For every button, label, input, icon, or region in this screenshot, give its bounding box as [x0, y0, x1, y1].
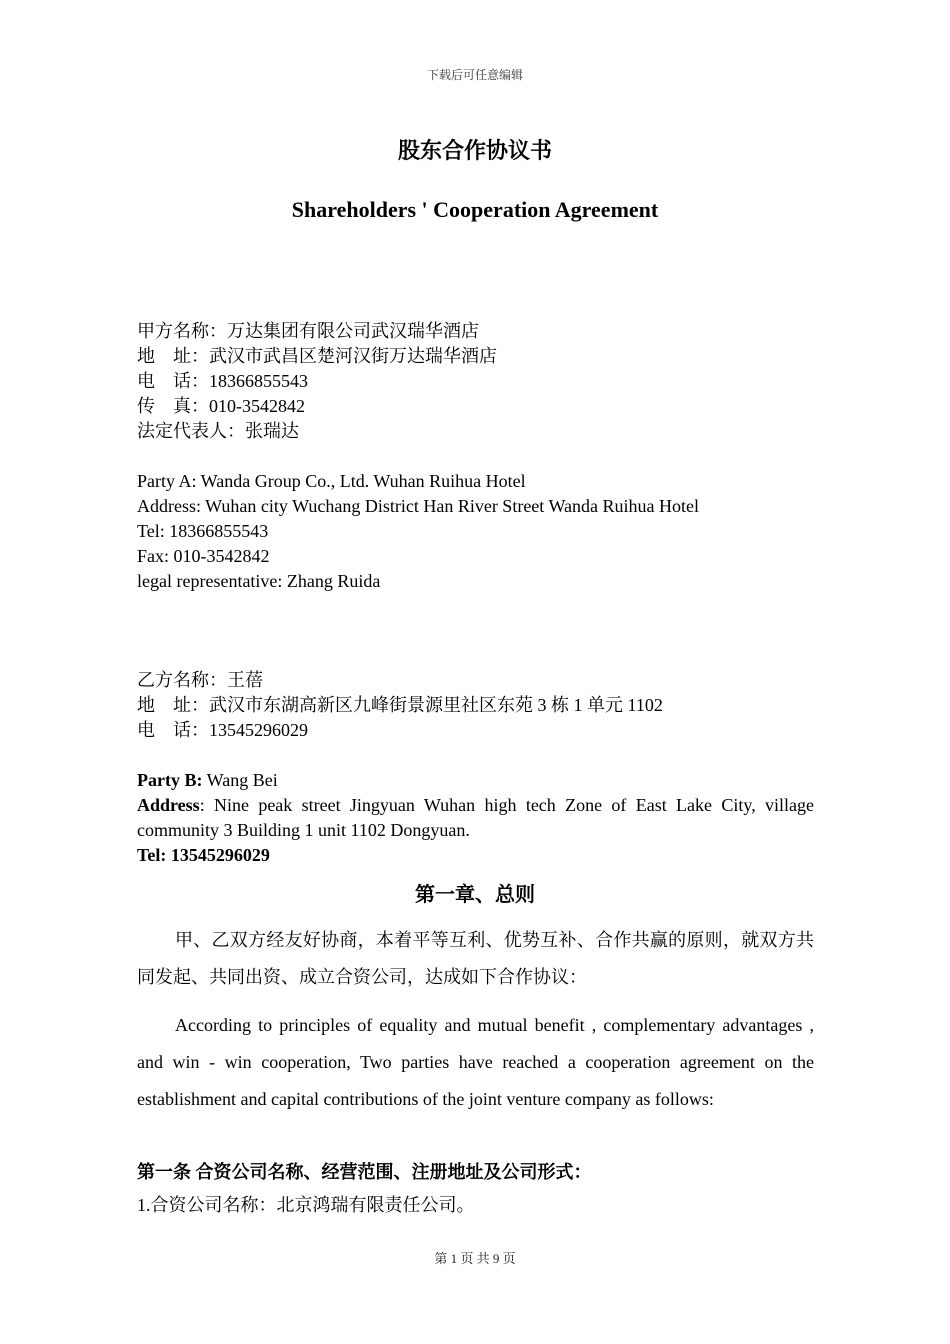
party-a-name-cn: 甲方名称：万达集团有限公司武汉瑞华酒店	[137, 321, 479, 341]
header-note: 下载后可任意编辑	[426, 68, 523, 82]
party-b-name-cn: 乙方名称：王蓓	[137, 670, 263, 690]
article-item-1: 1.合资公司名称：北京鸿瑞有限责任公司。	[137, 1195, 475, 1215]
article-title: 第一条 合资公司名称、经营范围、注册地址及公司形式：	[137, 1162, 592, 1182]
party-b-name-en	[137, 768, 278, 793]
chapter-title: 第一章、总则	[415, 884, 535, 906]
title-english: Shareholders ' Cooperation Agreement	[291, 197, 659, 222]
party-b-address-label: Address	[137, 795, 200, 815]
party-a-name-en: Party A: Wanda Group Co., Ltd. Wuhan Ruihua Hotel	[137, 471, 526, 491]
party-a-address-cn: 地 址：武汉市武昌区楚河汉街万达瑞华酒店	[137, 346, 497, 366]
party-a-fax-en: Fax: 010-3542842	[137, 546, 270, 566]
title-chinese: 股东合作协议书	[397, 138, 552, 163]
party-a-tel-en: Tel: 18366855543	[137, 521, 269, 541]
party-a-tel-cn: 电 话：18366855543	[137, 371, 308, 391]
intro-paragraph-cn: 甲、乙双方经友好协商，本着平等互利、优势互补、合作共赢的原则，就双方共同发起、共同出资、成立合资公司，达成如下合作协议：	[137, 930, 814, 987]
page-footer: 第 1 页 共 9 页	[434, 1251, 516, 1266]
party-b-address-value: : Nine peak street Jingyuan Wuhan high tech Zone of East Lake City, village community 3 Building 1 unit 1102 Dongyuan.	[137, 795, 814, 840]
party-a-address-en: Address: Wuhan city Wuchang District Han River Street Wanda Ruihua Hotel	[137, 496, 699, 516]
party-b-address-en	[137, 793, 814, 843]
party-b-address-cn: 地 址：武汉市东湖高新区九峰街景源里社区东苑 3 栋 1 单元 1102	[137, 695, 663, 715]
party-a-fax-cn: 传 真：010-3542842	[137, 396, 305, 416]
party-b-name-label: Party B:	[137, 770, 203, 790]
party-b-name-value: Wang Bei	[202, 770, 278, 790]
party-a-rep-cn: 法定代表人：张瑞达	[137, 421, 299, 441]
party-a-rep-en: legal representative: Zhang Ruida	[137, 571, 381, 591]
intro-paragraph-en: According to principles of equality and mutual benefit , complementary advantages , and win - win cooperation, Two parties have reached a cooperation agreement on the establishment and capital contributions of the joint venture company as follows:	[137, 1015, 814, 1109]
party-b-tel-cn: 电 话：13545296029	[137, 720, 308, 740]
party-b-tel-en: Tel: 13545296029	[137, 845, 270, 865]
